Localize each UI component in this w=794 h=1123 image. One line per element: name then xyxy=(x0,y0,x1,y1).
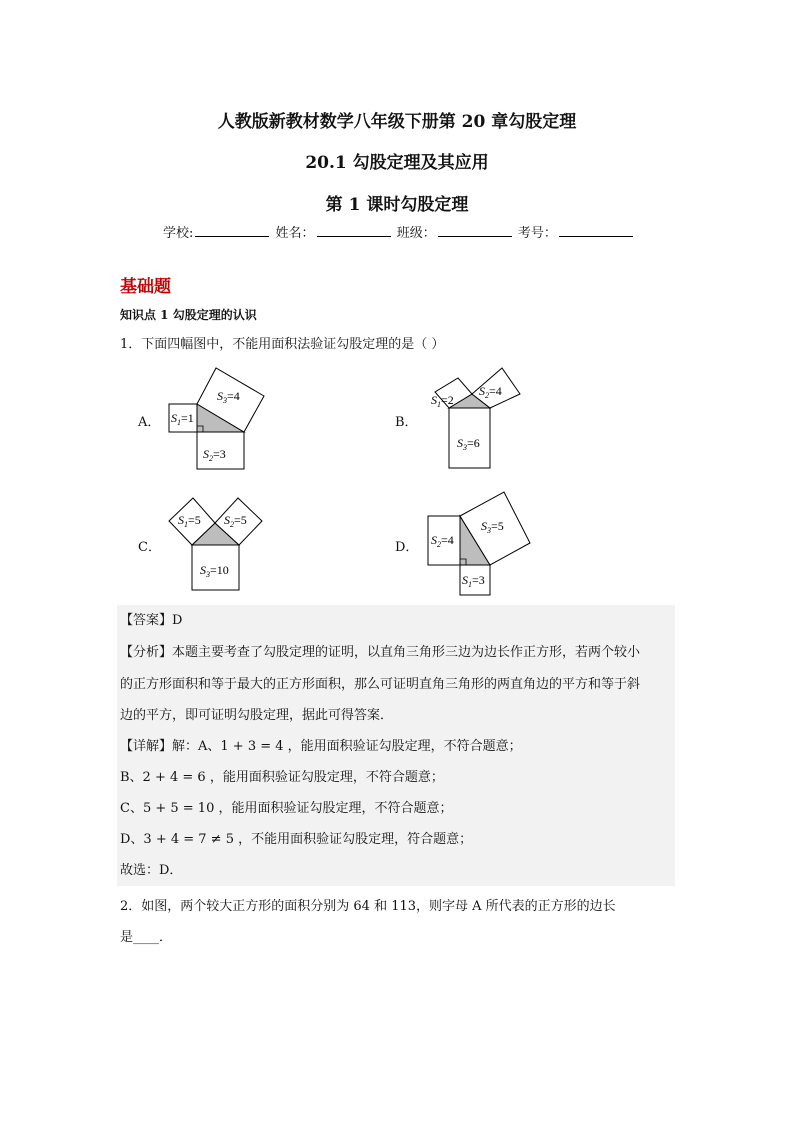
option-c-label: C． xyxy=(138,540,161,555)
figure-c-s3-label: $S_3=10$ xyxy=(200,563,229,579)
choice-line: 故选：D． xyxy=(120,863,183,878)
figure-a xyxy=(160,360,280,475)
class-label: 班级： xyxy=(396,226,436,241)
figure-d-s1-label: $S_1=3$ xyxy=(462,573,485,589)
section-title: 20.1 勾股定理及其应用 xyxy=(305,153,489,173)
figure-b xyxy=(420,362,530,474)
detail-line-4: D、3 + 4 = 7 ≠ 5 ，不能用面积验证勾股定理，符合题意； xyxy=(120,832,473,847)
figure-d xyxy=(420,488,535,600)
figure-b-s2-label: $S_2=4$ xyxy=(479,384,502,400)
knowledge-point-heading: 知识点 1 勾股定理的认识 xyxy=(120,308,257,322)
student-info-line xyxy=(163,222,635,241)
analysis-line-3: 边的平方，即可证明勾股定理，据此可得答案． xyxy=(120,708,394,723)
figure-d-s3-label: $S_3=5$ xyxy=(481,519,504,535)
detail-line-3: C、5 + 5 = 10 ，能用面积验证勾股定理，不符合题意； xyxy=(120,801,453,816)
option-a-label: A． xyxy=(138,415,161,430)
school-label: 学校: xyxy=(163,226,194,241)
option-b-label: B． xyxy=(395,415,418,430)
name-blank[interactable] xyxy=(317,223,391,237)
figure-c-s2-label: $S_2=5$ xyxy=(224,513,247,529)
school-blank[interactable] xyxy=(195,223,269,237)
option-d-label: D． xyxy=(395,540,419,555)
question-2-line-2: 是____． xyxy=(120,930,173,945)
figure-a-s3-label: $S_3=4$ xyxy=(217,389,240,405)
basic-section-heading: 基础题 xyxy=(120,277,171,297)
figure-a-s1-label: $S_1=1$ xyxy=(171,411,194,427)
figure-c xyxy=(160,490,270,600)
lesson-title: 第 1 课时勾股定理 xyxy=(325,195,469,215)
question-1-stem: 1．下面四幅图中，不能用面积法验证勾股定理的是（ ） xyxy=(120,337,445,352)
analysis-line-1: 【分析】本题主要考查了勾股定理的证明，以直角三角形三边为边长作正方形，若两个较小 xyxy=(120,645,641,660)
question-2-line-1: 2．如图，两个较大正方形的面积分别为 64 和 113，则字母 A 所代表的正方形的边长 xyxy=(120,899,616,914)
exam-no-blank[interactable] xyxy=(559,223,633,237)
figure-b-s3-label: $S_3=6$ xyxy=(457,436,480,452)
exam-no-label: 考号： xyxy=(517,226,557,241)
name-label: 姓名： xyxy=(275,226,315,241)
solution-box xyxy=(117,605,675,886)
doc-title: 人教版新教材数学八年级下册第 20 章勾股定理 xyxy=(217,112,577,132)
figure-a-s2-label: $S_2=3$ xyxy=(203,447,226,463)
figure-c-s1-label: $S_1=5$ xyxy=(178,513,201,529)
analysis-line-2: 的正方形面积和等于最大的正方形面积，那么可证明直角三角形的两直角边的平方和等于斜 xyxy=(120,677,641,692)
class-blank[interactable] xyxy=(438,223,512,237)
figure-b-s1-label: $S_1=2$ xyxy=(431,393,454,409)
figure-d-s2-label: $S_2=4$ xyxy=(431,533,454,549)
answer-line: 【答案】D xyxy=(120,613,183,628)
detail-line-1: 【详解】解：A、1 + 3 = 4 ，能用面积验证勾股定理，不符合题意； xyxy=(120,739,522,754)
detail-line-2: B、2 + 4 = 6 ，能用面积验证勾股定理，不符合题意； xyxy=(120,770,444,785)
